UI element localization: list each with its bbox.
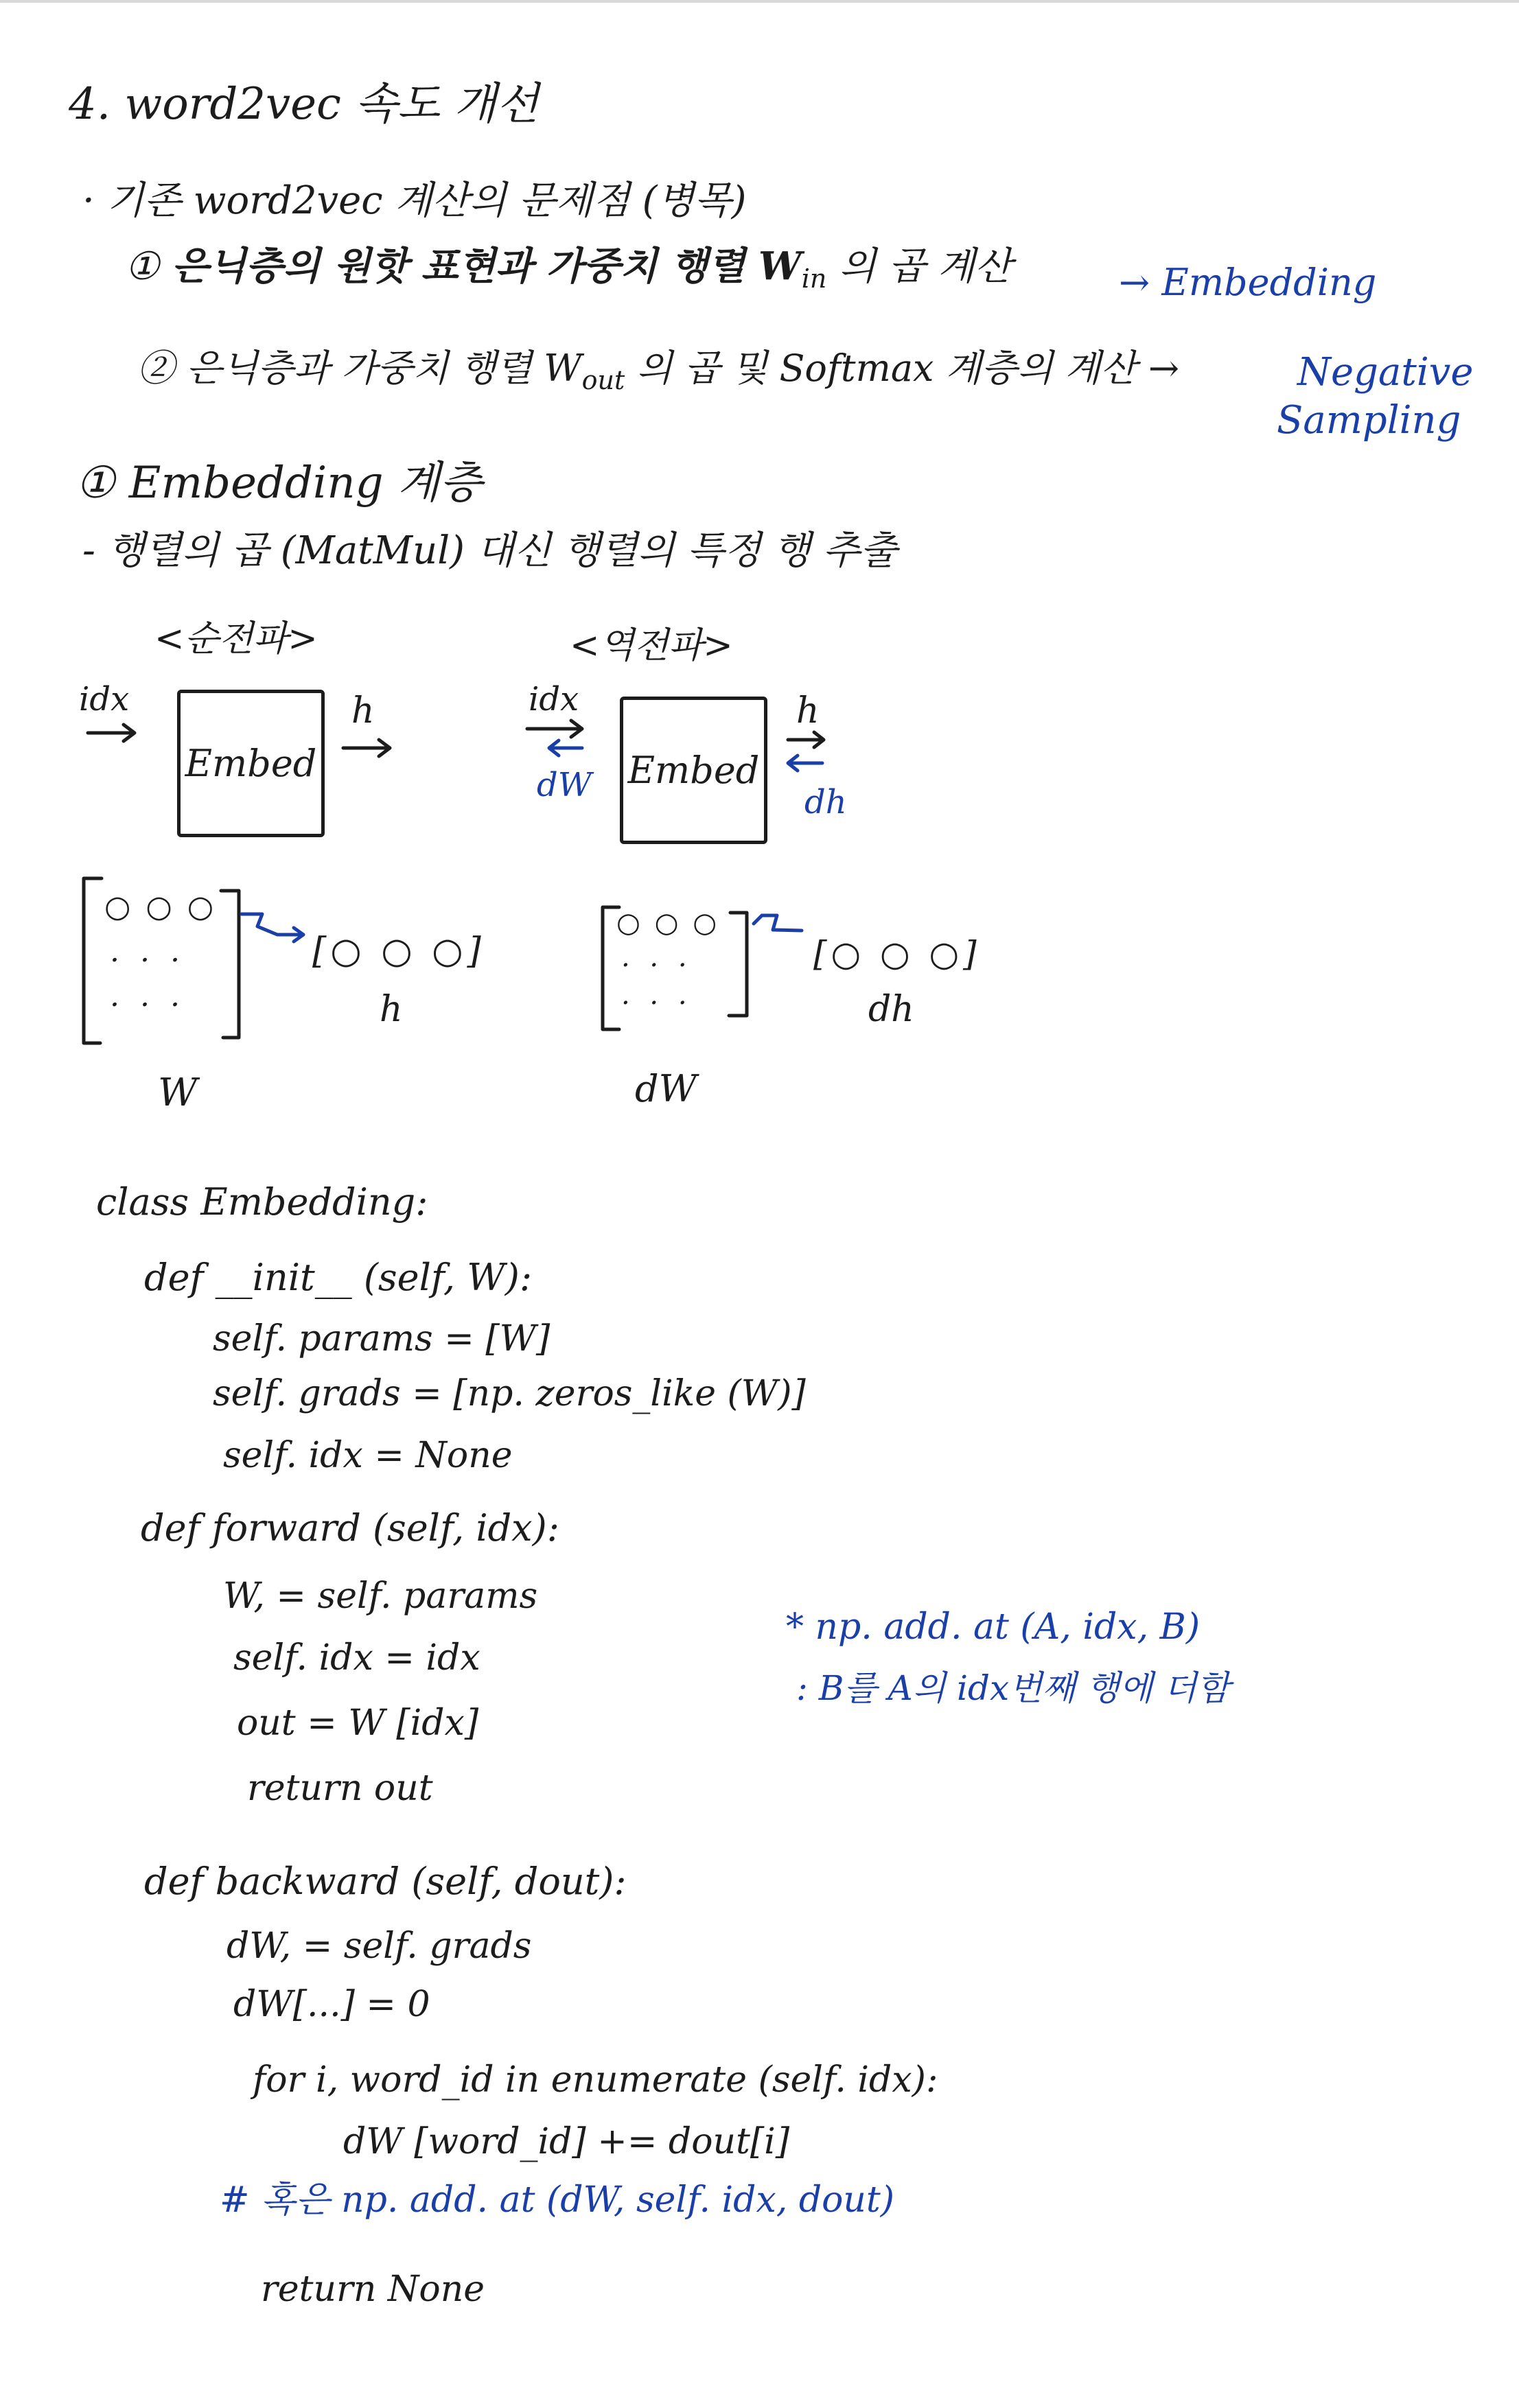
forward-embed-label: Embed — [185, 742, 317, 785]
forward-output-arrow — [343, 740, 390, 756]
code-backward-unpack: dW, = self. grads — [227, 1926, 532, 1967]
code-backward-def: def backward (self, dout): — [144, 1860, 627, 1903]
problem-2-text: 은닉층과 가중치 행렬 W — [186, 347, 582, 390]
backward-output-arrow — [788, 732, 824, 747]
backward-result-row: [○ ○ ○] — [813, 934, 981, 974]
backward-matrix-label: dW — [635, 1067, 697, 1110]
code-forward-def: def forward (self, idx): — [141, 1506, 559, 1550]
forward-result-label: h — [380, 989, 403, 1030]
code-class-line: class Embedding: — [96, 1180, 428, 1224]
section-number: ① — [76, 458, 115, 509]
backward-title: <역전파> — [570, 625, 733, 666]
forward-matrix-right-bracket — [221, 891, 239, 1038]
problem-1-arrow: → — [1119, 261, 1150, 304]
problem-2-number: ② — [137, 347, 174, 390]
backward-embed-label: Embed — [627, 749, 760, 792]
problem-1-number: ① — [125, 244, 160, 289]
code-forward-return: return out — [247, 1768, 433, 1809]
forward-input-label: idx — [79, 680, 130, 718]
forward-matrix-dots-2: . . . — [110, 979, 185, 1014]
backward-grad-out-arrow — [788, 756, 822, 771]
code-init-idx: self. idx = None — [223, 1435, 513, 1476]
backward-grad-out-label: dh — [804, 783, 847, 821]
code-init-grads: self. grads = [np. zeros_like (W)] — [213, 1373, 806, 1414]
code-forward-unpack: W, = self. params — [223, 1576, 538, 1617]
page-heading: 4. word2vec 속도 개선 — [69, 79, 539, 130]
problem-2-tail: 의 곱 및 Softmax 계층의 계산 — [636, 347, 1137, 390]
code-init-def: def __init__ (self, W): — [144, 1256, 533, 1299]
backward-input-label: idx — [529, 680, 579, 718]
code-backward-for: for i, word_id in enumerate (self. idx): — [253, 2059, 938, 2101]
problem-1-tail: 의 곱 계산 — [839, 244, 1012, 289]
backward-matrix-left-bracket — [603, 907, 619, 1029]
backward-grad-in-label: dW — [537, 766, 592, 804]
backward-extract-arrow — [754, 915, 802, 931]
backward-grad-in-arrow — [549, 740, 582, 756]
side-note-line1: * np. add. at (A, idx, B) — [786, 1606, 1201, 1648]
forward-input-arrow — [88, 725, 135, 741]
forward-extract-arrow — [242, 914, 303, 942]
problem-1-solution: Embedding — [1161, 261, 1377, 304]
section-title: Embedding 계층 — [128, 458, 483, 509]
problems-intro: · 기존 word2vec 계산의 문제점 (병목) — [82, 178, 747, 223]
backward-matrix-dots-2: . . . — [621, 979, 693, 1011]
code-init-params: self. params = [W] — [213, 1318, 550, 1359]
code-forward-store-idx: self. idx = idx — [233, 1637, 480, 1679]
code-forward-out: out = W [idx] — [237, 1703, 479, 1744]
backward-result-label: dh — [868, 989, 914, 1030]
forward-matrix-dots-1: . . . — [110, 934, 185, 969]
forward-matrix-first-row: ○ ○ ○ — [104, 889, 217, 924]
backward-input-arrow — [527, 721, 582, 737]
section-description: - 행렬의 곱 (MatMul) 대신 행렬의 특정 행 추출 — [82, 528, 897, 573]
code-backward-return: return None — [261, 2269, 485, 2310]
forward-output-label: h — [351, 690, 375, 732]
problem-2-arrow: → — [1148, 347, 1180, 390]
problem-2-subscript: out — [581, 364, 625, 395]
forward-matrix-label: W — [158, 1071, 198, 1115]
code-backward-accumulate: dW [word_id] += dout[i] — [343, 2121, 790, 2162]
backward-matrix-first-row: ○ ○ ○ — [616, 907, 720, 939]
forward-result-row: [○ ○ ○] — [312, 931, 485, 972]
forward-title: <순전파> — [154, 618, 318, 659]
problem-2-solution-line2: Sampling — [1277, 398, 1461, 443]
problem-1-text: 은닉층의 원핫 표현과 가중치 행렬 W — [172, 244, 802, 289]
backward-output-label: h — [796, 690, 820, 732]
forward-matrix-left-bracket — [84, 878, 102, 1043]
problem-2-solution-line1: Negative — [1297, 350, 1474, 395]
backward-matrix-dots-1: . . . — [621, 942, 693, 973]
backward-matrix-right-bracket — [729, 913, 747, 1016]
problem-1-subscript: in — [801, 264, 827, 294]
code-backward-zero: dW[...] = 0 — [233, 1984, 430, 2025]
code-backward-comment: # 혹은 np. add. at (dW, self. idx, dout) — [220, 2179, 895, 2221]
side-note-line2: : B를 A의 idx번째 행에 더함 — [796, 1668, 1230, 1708]
